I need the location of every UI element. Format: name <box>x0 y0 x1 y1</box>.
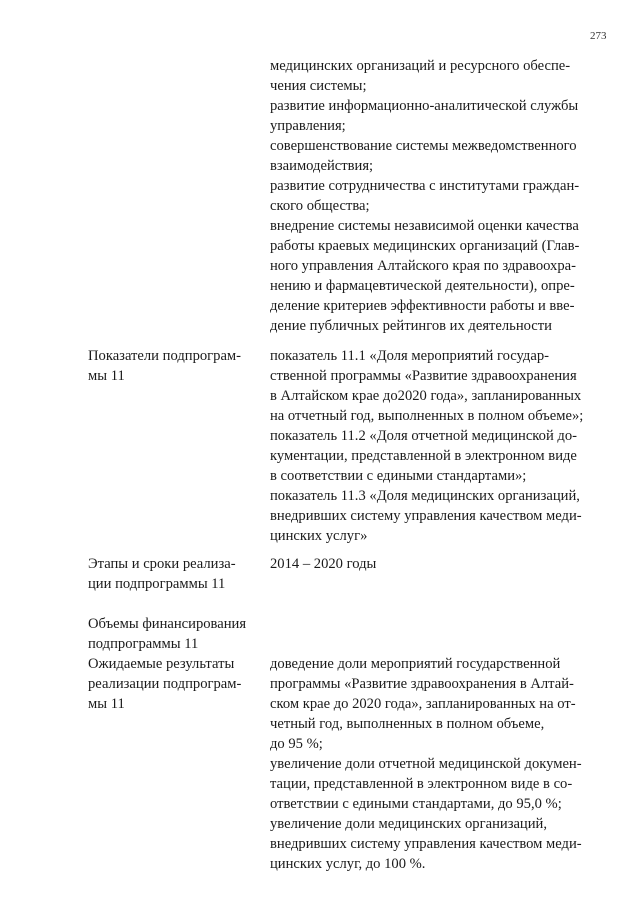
text-line: внедривших систему управления качеством меди- <box>270 836 582 852</box>
text-line <box>270 56 610 76</box>
text-line: дение публичных рейтингов их деятельности <box>270 318 552 334</box>
text-line: программы «Развитие здравоохранения в Алтай- <box>270 676 574 692</box>
text-line: взаимодействия; <box>270 158 374 174</box>
text-line: развитие информационно-аналитической службы <box>270 98 579 114</box>
text-line: внедривших систему управления качеством меди- <box>270 508 582 524</box>
financing-label-line: подпрограммы 11 <box>88 636 199 652</box>
text-line: внедрение системы независимой оценки качества <box>270 218 579 234</box>
text-line: в соответствии с едиными стандартами»; <box>270 468 527 484</box>
text-line: в Алтайском крае до2020 года», запланированных <box>270 388 582 404</box>
text-line: доведение доли мероприятий государственной <box>270 656 561 672</box>
text-line: цинских услуг» <box>270 528 368 544</box>
indicators-label-line: мы 11 <box>88 368 125 384</box>
text-line: нению и фармацевтической деятельности), опре- <box>270 278 575 294</box>
text-line: деление критериев эффективности работы и вве- <box>270 298 575 314</box>
indicators-label-line: Показатели подпрограм- <box>88 348 242 364</box>
stages-value: 2014 – 2020 годы <box>270 556 377 572</box>
text-line: ского общества; <box>270 198 370 214</box>
text-line: управления; <box>270 118 346 134</box>
expected-label-line: реализации подпрограм- <box>88 676 242 692</box>
text-line: совершенствование системы межведомственного <box>270 138 577 154</box>
text-line: развитие сотрудничества с институтами граждан- <box>270 178 580 194</box>
text-line: ском крае до 2020 года», запланированных на от- <box>270 696 576 712</box>
text-line: чения системы; <box>270 78 367 94</box>
text-line: на отчетный год, выполненных в полном объеме»; <box>270 408 584 424</box>
text-line: увеличение доли медицинских организаций, <box>270 816 548 832</box>
text-line: цинских услуг, до 100 %. <box>270 856 426 872</box>
text-span: медицинских организаций и ресурсного обеспе- <box>270 58 571 74</box>
text-line: увеличение доли отчетной медицинской докумен- <box>270 756 582 772</box>
page-number: 273 <box>590 30 607 42</box>
text-line: ответствии с едиными стандартами, до 95,0 %; <box>270 796 562 812</box>
text-line: кументации, представленной в электронном виде <box>270 448 577 464</box>
text-line: показатель 11.1 «Доля мероприятий государ- <box>270 348 549 364</box>
text-line: до 95 %; <box>270 736 323 752</box>
stages-label-line: Этапы и сроки реализа- <box>88 556 236 572</box>
text-line: четный год, выполненных в полном объеме, <box>270 716 545 732</box>
text-line: ственной программы «Развитие здравоохранения <box>270 368 577 384</box>
financing-label-line: Объемы финансирования <box>88 616 247 632</box>
stages-label-line: ции подпрограммы 11 <box>88 576 226 592</box>
text-line: ного управления Алтайского края по здравоохра- <box>270 258 576 274</box>
text-line: показатель 11.3 «Доля медицинских организаций, <box>270 488 580 504</box>
expected-label-line: Ожидаемые результаты <box>88 656 235 672</box>
text-line: работы краевых медицинских организаций (Глав- <box>270 238 580 254</box>
text-line: показатель 11.2 «Доля отчетной медицинской до- <box>270 428 577 444</box>
text-line: тации, представленной в электронном виде в со- <box>270 776 573 792</box>
expected-label-line: мы 11 <box>88 696 125 712</box>
